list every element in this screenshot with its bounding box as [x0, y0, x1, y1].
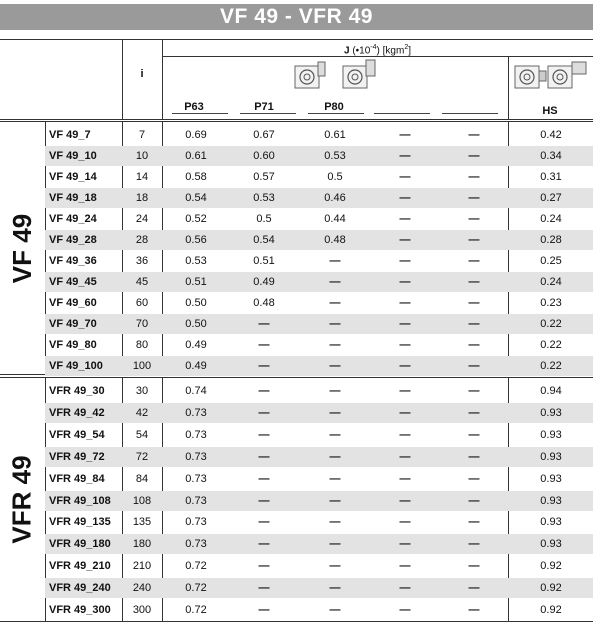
ratio-value: 54: [135, 428, 149, 441]
table-row: [45, 578, 593, 598]
value-p63: 0.69: [185, 129, 207, 141]
value-col4: —: [399, 516, 411, 529]
ratio-value: 210: [132, 560, 152, 573]
value-p80: 0.44: [324, 213, 346, 225]
value-col5: —: [468, 494, 480, 507]
value-p63: 0.52: [185, 213, 207, 225]
value-p63: 0.73: [185, 516, 207, 529]
value-p80: —: [329, 494, 341, 507]
value-p63: 0.50: [185, 318, 207, 330]
ratio-value: 45: [135, 276, 149, 288]
model-name: VF 49_60: [49, 297, 97, 309]
value-col4: —: [399, 360, 411, 372]
table-row: [45, 512, 593, 532]
model-name: VFR 49_300: [49, 604, 111, 616]
value-col5: —: [468, 472, 480, 485]
value-hs: 0.24: [540, 276, 562, 288]
value-hs: 0.92: [540, 582, 562, 595]
gearbox-motor-icon: [294, 58, 326, 92]
value-hs: 0.92: [540, 604, 562, 616]
table-row: [45, 600, 593, 620]
value-p80: —: [329, 406, 341, 419]
value-col5: —: [468, 560, 480, 573]
ratio-value: 108: [132, 494, 152, 507]
value-p63: 0.72: [185, 560, 207, 573]
value-p71: —: [258, 406, 270, 419]
col-hs-header: HS: [542, 105, 558, 117]
value-p80: —: [329, 255, 341, 267]
value-col5: —: [468, 516, 480, 529]
table-row: [45, 534, 593, 554]
value-hs: 0.94: [540, 385, 562, 397]
model-name: VFR 49_84: [49, 472, 105, 485]
value-p71: —: [258, 428, 270, 441]
value-col5: —: [468, 234, 480, 246]
group-label: VFR 49: [7, 455, 37, 544]
value-p71: 0.60: [253, 150, 275, 162]
value-p80: 0.53: [324, 150, 346, 162]
model-name: VFR 49_30: [49, 385, 105, 397]
value-hs: 0.22: [540, 318, 562, 330]
table-row: [45, 272, 593, 292]
col-p63-header: P63: [184, 101, 204, 113]
gearbox-hs-icon: [514, 58, 588, 92]
value-hs: 0.27: [540, 192, 562, 204]
value-p80: 0.61: [324, 129, 346, 141]
ratio-header: i: [140, 68, 144, 80]
value-hs: 0.42: [540, 129, 562, 141]
value-hs: 0.93: [540, 428, 562, 441]
group-vfr49: [0, 377, 593, 622]
title-bar: [0, 4, 593, 30]
value-col4: —: [399, 171, 411, 183]
value-col4: —: [399, 339, 411, 351]
value-p80: —: [329, 318, 341, 330]
value-p71: 0.54: [253, 234, 275, 246]
model-name: VF 49_28: [49, 234, 97, 246]
inertia-header: J $(•10^{-4})$ [kgm$^2$]: [343, 44, 411, 57]
ratio-value: 80: [135, 339, 149, 351]
value-col5: —: [468, 150, 480, 162]
value-p80: —: [329, 339, 341, 351]
value-p63: 0.74: [185, 385, 207, 397]
value-col4: —: [399, 582, 411, 595]
model-name: VF 49_24: [49, 213, 97, 225]
group-vf49: [0, 121, 593, 375]
table-row: [45, 469, 593, 489]
value-p63: 0.72: [185, 604, 207, 616]
value-p63: 0.54: [185, 192, 207, 204]
table-row: [45, 167, 593, 187]
table-row: [45, 356, 593, 376]
value-col4: —: [399, 213, 411, 225]
value-p80: —: [329, 385, 341, 397]
value-hs: 0.93: [540, 494, 562, 507]
value-col5: —: [468, 255, 480, 267]
value-p63: 0.72: [185, 582, 207, 595]
table-row: [45, 146, 593, 166]
value-p71: 0.5: [256, 213, 272, 225]
ratio-value: 30: [135, 385, 149, 397]
ratio-value: 100: [132, 360, 152, 372]
model-name: VFR 49_108: [49, 494, 111, 507]
value-p63: 0.50: [185, 297, 207, 309]
header-underline: [240, 113, 296, 114]
value-col5: —: [468, 297, 480, 309]
ratio-value: 24: [135, 213, 149, 225]
ratio-value: 7: [138, 129, 146, 141]
value-p63: 0.73: [185, 538, 207, 551]
header-underline: [308, 113, 364, 114]
ratio-value: 28: [135, 234, 149, 246]
value-p80: —: [329, 472, 341, 485]
value-p80: —: [329, 560, 341, 573]
value-p80: 0.46: [324, 192, 346, 204]
value-col5: —: [468, 339, 480, 351]
value-p71: —: [258, 582, 270, 595]
table-row: [45, 125, 593, 145]
header-underline: [442, 113, 498, 114]
table-row: [45, 314, 593, 334]
value-p71: —: [258, 385, 270, 397]
table-row: [45, 447, 593, 467]
value-p71: 0.53: [253, 192, 275, 204]
value-p80: —: [329, 297, 341, 309]
value-p80: —: [329, 450, 341, 463]
value-p80: —: [329, 538, 341, 551]
header-underline: [172, 113, 228, 114]
value-p63: 0.49: [185, 339, 207, 351]
value-p71: —: [258, 538, 270, 551]
model-name: VF 49_100: [49, 360, 103, 372]
value-col4: —: [399, 604, 411, 616]
value-hs: 0.23: [540, 297, 562, 309]
ratio-value: 84: [135, 472, 149, 485]
value-col5: —: [468, 428, 480, 441]
value-col5: —: [468, 213, 480, 225]
value-p80: —: [329, 582, 341, 595]
ratio-value: 14: [135, 171, 149, 183]
value-hs: 0.34: [540, 150, 562, 162]
value-col4: —: [399, 276, 411, 288]
value-hs: 0.31: [540, 171, 562, 183]
value-col5: —: [468, 360, 480, 372]
ratio-value: 36: [135, 255, 149, 267]
model-name: VF 49_18: [49, 192, 97, 204]
col-p71-header: P71: [254, 101, 274, 113]
ratio-value: 180: [132, 538, 152, 551]
value-hs: 0.22: [540, 360, 562, 372]
model-name: VF 49_70: [49, 318, 97, 330]
value-hs: 0.93: [540, 472, 562, 485]
value-col4: —: [399, 150, 411, 162]
value-hs: 0.93: [540, 538, 562, 551]
value-col4: —: [399, 560, 411, 573]
model-name: VFR 49_72: [49, 450, 105, 463]
value-hs: 0.93: [540, 450, 562, 463]
value-col4: —: [399, 472, 411, 485]
value-col5: —: [468, 129, 480, 141]
gearbox-motor-icon: [342, 58, 376, 92]
value-col5: —: [468, 171, 480, 183]
ratio-value: 42: [135, 406, 149, 419]
value-hs: 0.28: [540, 234, 562, 246]
value-col4: —: [399, 450, 411, 463]
ratio-value: 240: [132, 582, 152, 595]
value-p71: —: [258, 604, 270, 616]
model-name: VF 49_10: [49, 150, 97, 162]
table-header: [0, 39, 593, 120]
value-col4: —: [399, 234, 411, 246]
value-p63: 0.58: [185, 171, 207, 183]
value-p63: 0.73: [185, 428, 207, 441]
value-col5: —: [468, 318, 480, 330]
model-name: VFR 49_135: [49, 516, 111, 529]
value-p71: —: [258, 560, 270, 573]
value-col5: —: [468, 192, 480, 204]
ratio-value: 300: [132, 604, 152, 616]
value-p71: —: [258, 472, 270, 485]
value-col4: —: [399, 255, 411, 267]
ratio-value: 60: [135, 297, 149, 309]
table-row: [45, 381, 593, 401]
value-col5: —: [468, 450, 480, 463]
table-row: [45, 251, 593, 271]
value-col5: —: [468, 276, 480, 288]
table-row: [45, 403, 593, 423]
value-col4: —: [399, 385, 411, 397]
ratio-value: 10: [135, 150, 149, 162]
value-p80: —: [329, 360, 341, 372]
value-p71: —: [258, 450, 270, 463]
divider: [508, 56, 509, 119]
value-p80: —: [329, 604, 341, 616]
value-col5: —: [468, 604, 480, 616]
ratio-value: 72: [135, 450, 149, 463]
value-col4: —: [399, 318, 411, 330]
model-name: VFR 49_180: [49, 538, 111, 551]
table-row: [45, 293, 593, 313]
value-hs: 0.22: [540, 339, 562, 351]
model-name: VFR 49_240: [49, 582, 111, 595]
value-hs: 0.25: [540, 255, 562, 267]
value-col5: —: [468, 385, 480, 397]
value-col4: —: [399, 297, 411, 309]
value-p63: 0.56: [185, 234, 207, 246]
value-p80: 0.48: [324, 234, 346, 246]
value-p71: 0.67: [253, 129, 275, 141]
value-col4: —: [399, 538, 411, 551]
table-row: [45, 556, 593, 576]
group-label: VF 49: [7, 213, 37, 283]
value-p71: —: [258, 339, 270, 351]
value-hs: 0.93: [540, 406, 562, 419]
value-hs: 0.24: [540, 213, 562, 225]
table-row: [45, 491, 593, 511]
ratio-value: 18: [135, 192, 149, 204]
value-col4: —: [399, 428, 411, 441]
value-p71: —: [258, 516, 270, 529]
value-col4: —: [399, 406, 411, 419]
model-name: VF 49_36: [49, 255, 97, 267]
value-p63: 0.61: [185, 150, 207, 162]
value-col4: —: [399, 192, 411, 204]
value-p63: 0.73: [185, 450, 207, 463]
value-p71: 0.51: [253, 255, 275, 267]
value-col5: —: [468, 406, 480, 419]
value-p71: 0.57: [253, 171, 275, 183]
value-p63: 0.73: [185, 494, 207, 507]
value-p71: —: [258, 494, 270, 507]
value-p80: —: [329, 428, 341, 441]
model-name: VF 49_14: [49, 171, 97, 183]
model-name: VFR 49_54: [49, 428, 105, 441]
model-name: VF 49_80: [49, 339, 97, 351]
col-p80-header: P80: [324, 101, 344, 113]
table-row: [45, 335, 593, 355]
table-row: [45, 209, 593, 229]
page-title: VF 49 - VFR 49: [220, 5, 373, 28]
value-p63: 0.49: [185, 360, 207, 372]
value-p80: —: [329, 516, 341, 529]
header-underline: [374, 113, 430, 114]
value-p63: 0.73: [185, 472, 207, 485]
ratio-value: 70: [135, 318, 149, 330]
value-p63: 0.53: [185, 255, 207, 267]
value-col4: —: [399, 494, 411, 507]
value-p63: 0.51: [185, 276, 207, 288]
value-p80: —: [329, 276, 341, 288]
value-col4: —: [399, 129, 411, 141]
ratio-value: 135: [132, 516, 152, 529]
value-col5: —: [468, 582, 480, 595]
value-p80: 0.5: [327, 171, 343, 183]
model-name: VF 49_7: [49, 129, 91, 141]
value-col5: —: [468, 538, 480, 551]
value-p71: 0.49: [253, 276, 275, 288]
value-hs: 0.92: [540, 560, 562, 573]
value-p71: —: [258, 360, 270, 372]
value-p71: —: [258, 318, 270, 330]
table-row: [45, 425, 593, 445]
value-p63: 0.73: [185, 406, 207, 419]
model-name: VF 49_45: [49, 276, 97, 288]
model-name: VFR 49_42: [49, 406, 105, 419]
table-row: [45, 230, 593, 250]
model-name: VFR 49_210: [49, 560, 111, 573]
value-hs: 0.93: [540, 516, 562, 529]
table-row: [45, 188, 593, 208]
value-p71: 0.48: [253, 297, 275, 309]
